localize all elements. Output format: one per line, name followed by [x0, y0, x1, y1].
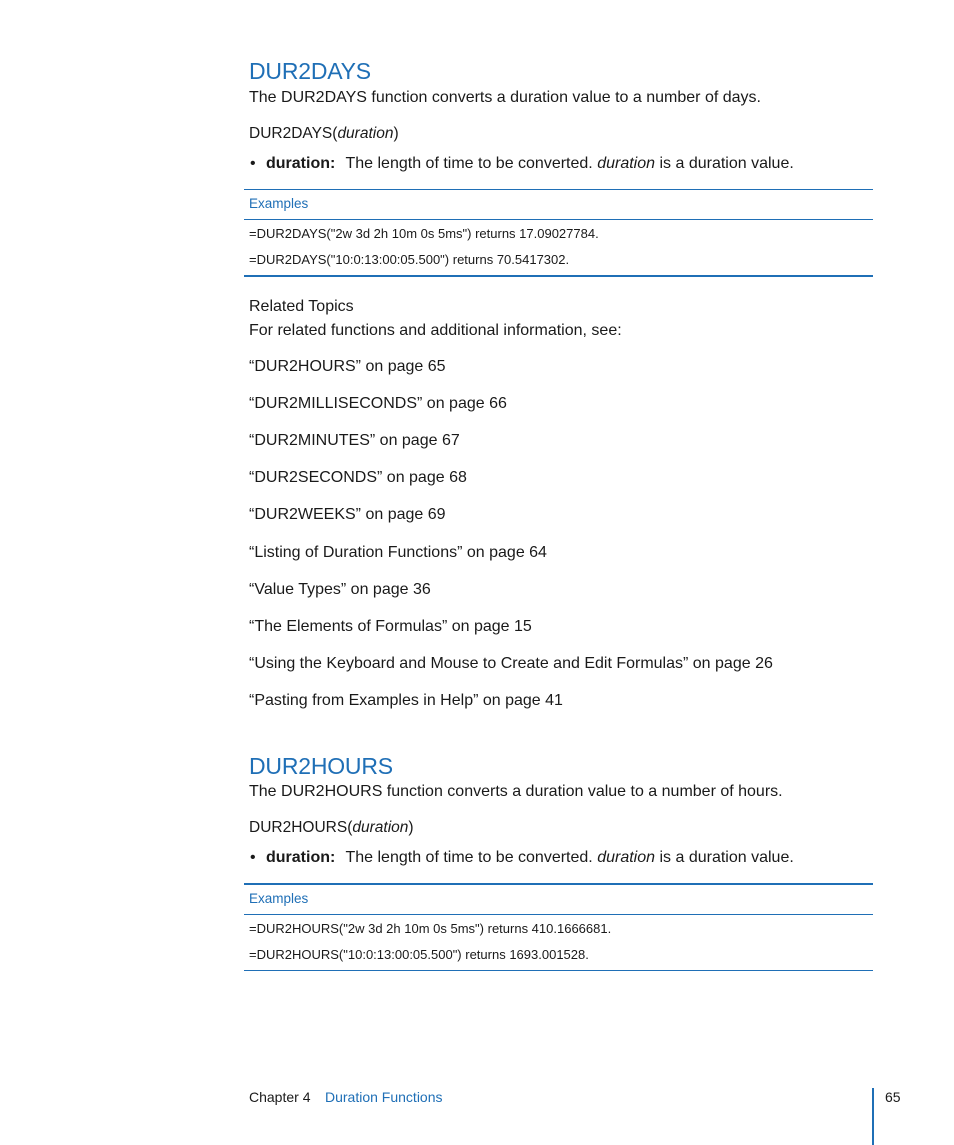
function-syntax: [249, 819, 414, 837]
bullet-dot: •: [250, 155, 256, 172]
related-link[interactable]: “Listing of Duration Functions” on page 64: [249, 544, 547, 561]
examples-header: Examples: [244, 189, 873, 220]
argument-type: is a duration value.: [659, 849, 794, 866]
related-topics-intro: For related functions and additional information, see:: [249, 322, 622, 339]
argument-term: duration:: [266, 155, 336, 172]
argument-name: duration: [597, 155, 656, 172]
related-link[interactable]: “DUR2SECONDS” on page 68: [249, 469, 467, 486]
footer-chapter-title: Duration Functions: [325, 1089, 443, 1105]
syntax-argument: duration: [352, 819, 409, 836]
related-link[interactable]: “DUR2MILLISECONDS” on page 66: [249, 395, 507, 412]
argument-term: duration:: [266, 849, 336, 866]
related-link[interactable]: “DUR2MINUTES” on page 67: [249, 432, 460, 449]
examples-table: [244, 883, 873, 971]
example-row: =DUR2DAYS("10:0:13:00:05.500") returns 70.5417302.: [249, 252, 570, 267]
syntax-open-paren: (: [347, 819, 353, 836]
argument-name: duration: [597, 849, 656, 866]
syntax-close-paren: ): [393, 125, 399, 142]
argument-description: The length of time to be converted.: [345, 849, 593, 866]
example-row: =DUR2DAYS("2w 3d 2h 10m 0s 5ms") returns 17.09027784.: [249, 226, 599, 241]
examples-header: Examples: [244, 883, 873, 915]
argument-description: The length of time to be converted.: [345, 155, 593, 172]
related-link[interactable]: “Using the Keyboard and Mouse to Create and Edit Formulas” on page 26: [249, 655, 773, 672]
argument-bullet: [250, 155, 794, 173]
related-link[interactable]: “Pasting from Examples in Help” on page 41: [249, 692, 563, 709]
examples-table: [244, 189, 873, 277]
related-link[interactable]: “DUR2WEEKS” on page 69: [249, 506, 446, 523]
page-number: 65: [885, 1089, 901, 1105]
bullet-dot: •: [250, 849, 256, 866]
related-link[interactable]: “Value Types” on page 36: [249, 581, 431, 598]
section-description: The DUR2HOURS function converts a duration value to a number of hours.: [249, 783, 783, 800]
syntax-function-name: DUR2DAYS: [249, 125, 333, 142]
syntax-function-name: DUR2HOURS: [249, 819, 348, 836]
section-description: The DUR2DAYS function converts a duration value to a number of days.: [249, 89, 761, 106]
syntax-argument: duration: [337, 125, 394, 142]
syntax-close-paren: ): [408, 819, 414, 836]
syntax-open-paren: (: [332, 125, 338, 142]
examples-body: [244, 915, 873, 971]
related-topics-heading: Related Topics: [249, 298, 354, 315]
related-link[interactable]: “DUR2HOURS” on page 65: [249, 358, 446, 375]
section-title-dur2hours: DUR2HOURS: [249, 753, 393, 779]
examples-body: [244, 220, 873, 277]
example-row: =DUR2HOURS("2w 3d 2h 10m 0s 5ms") returns 410.1666681.: [249, 921, 612, 936]
footer-chapter-label: Chapter 4: [249, 1089, 311, 1105]
footer-divider: [872, 1088, 874, 1145]
related-link[interactable]: “The Elements of Formulas” on page 15: [249, 618, 532, 635]
example-row: =DUR2HOURS("10:0:13:00:05.500") returns 1693.001528.: [249, 947, 589, 962]
argument-bullet: [250, 849, 794, 867]
section-title-dur2days: DUR2DAYS: [249, 58, 371, 84]
argument-type: is a duration value.: [659, 155, 794, 172]
function-syntax: [249, 125, 399, 143]
